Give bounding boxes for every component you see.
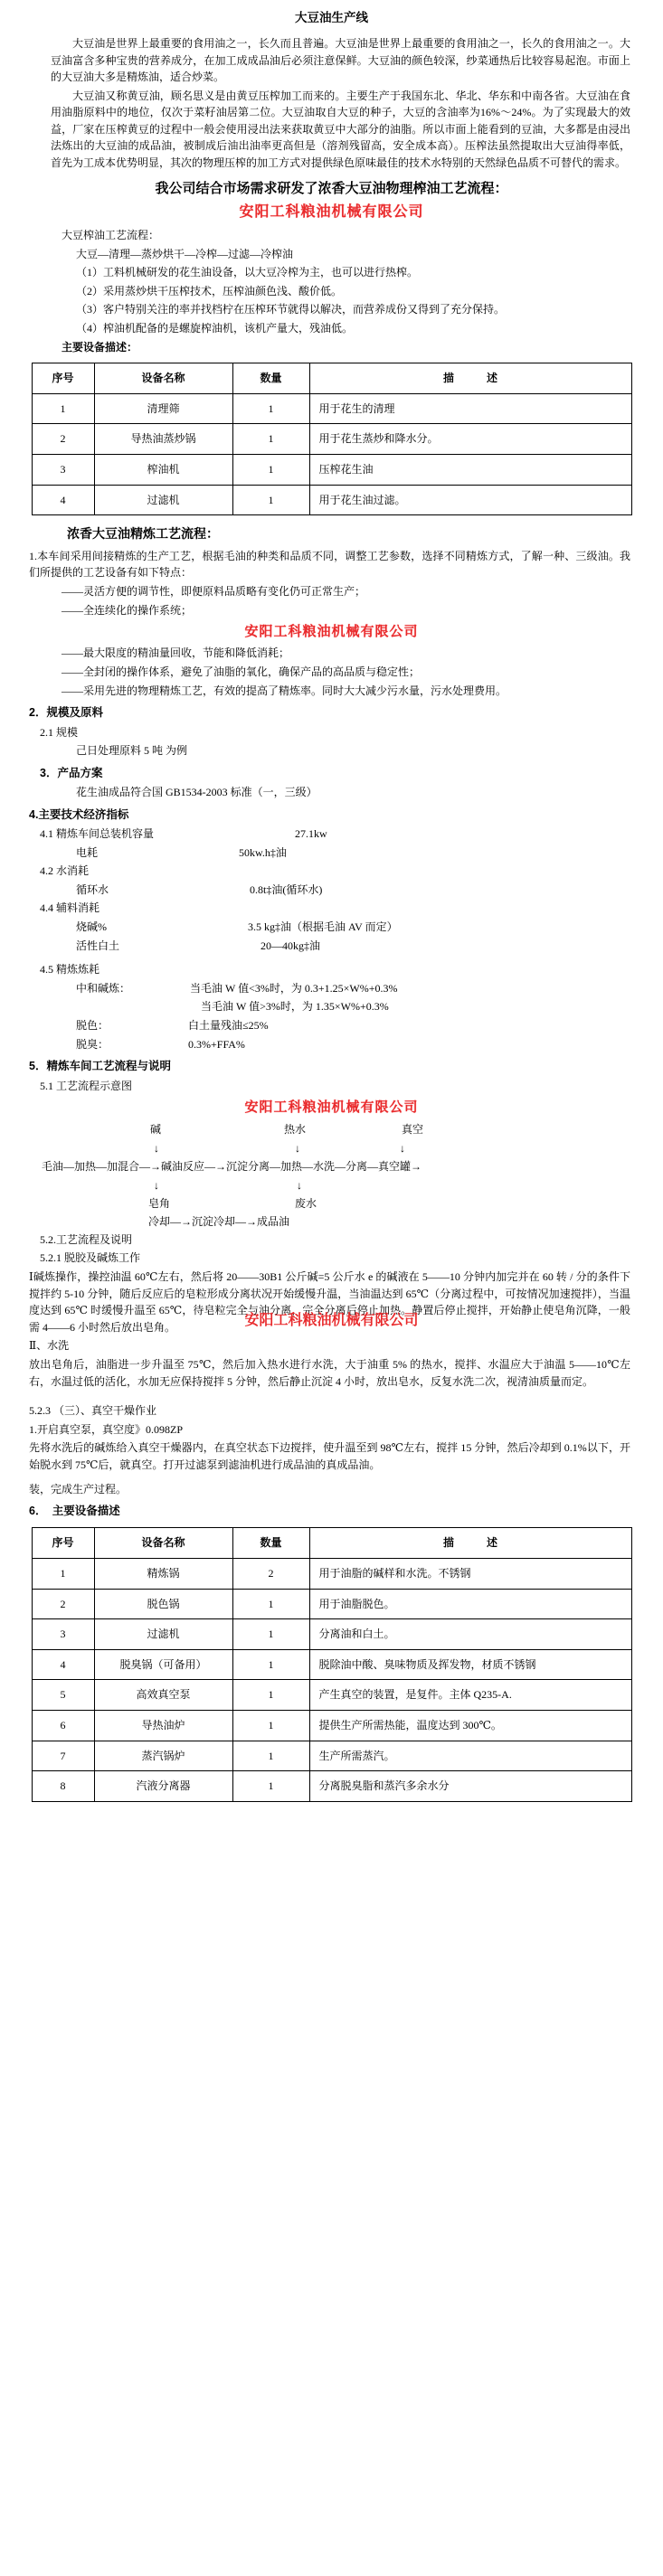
process-flow: 大豆—清理—蒸炒烘干—冷榨—过滤—冷榨油 bbox=[76, 247, 294, 260]
section-4-2-title: 4.2 水消耗 bbox=[40, 864, 90, 878]
col-header-desc: 描 述 bbox=[309, 363, 631, 394]
section-4-1-label: 4.1 精炼车间总装机容量 bbox=[40, 827, 155, 841]
equipment-table-2-caption: 6． 主要设备描述 bbox=[29, 1505, 120, 1518]
section-4-1b-row bbox=[14, 845, 649, 862]
section-5-2-title: 5.2.工艺流程及说明 bbox=[40, 1232, 133, 1246]
cell-no: 2 bbox=[32, 1589, 94, 1619]
cell-no: 4 bbox=[32, 1649, 94, 1680]
numbered-point-2: （2）采用蒸炒烘干压榨技术，压榨油颜色浅、酸价低。 bbox=[76, 284, 343, 297]
table-row bbox=[32, 424, 631, 455]
section-4-5-row-1 bbox=[14, 980, 649, 997]
cell-qty: 1 bbox=[232, 454, 309, 485]
water-value: 0.8t‡油(循环水) bbox=[250, 882, 323, 896]
cell-name: 过滤机 bbox=[94, 485, 232, 515]
diagram-label-wastewater: 废水 bbox=[295, 1197, 317, 1210]
cell-no: 7 bbox=[32, 1741, 94, 1771]
cell-name: 导热油炉 bbox=[94, 1711, 232, 1741]
intro-paragraph-1: 大豆油是世界上最重要的食用油之一，长久而且普遍。大豆油是世界上最重要的食用油之一，长久的食用油之一。大豆油富含多种宝贵的营养成分，在加工成成品油后必须注意保鲜。大豆油的颜色较深，纱菜通热后比较容易起泡。市面上的大豆油大多是精炼油，适合炒菜。 bbox=[51, 36, 630, 84]
cell-no: 5 bbox=[32, 1680, 94, 1711]
cell-no: 8 bbox=[32, 1771, 94, 1802]
diagram-bottom-labels bbox=[42, 1194, 649, 1213]
cell-desc: 用于花生油过滤。 bbox=[309, 485, 631, 515]
cell-name: 精炼锅 bbox=[94, 1559, 232, 1590]
cell-desc: 用于油脂的碱样和水洗。不锈钢 bbox=[309, 1559, 631, 1590]
cell-qty: 1 bbox=[232, 393, 309, 424]
cell-no: 4 bbox=[32, 485, 94, 515]
cell-desc: 用于花生的清理 bbox=[309, 393, 631, 424]
cell-qty: 1 bbox=[232, 424, 309, 455]
table-row bbox=[32, 1680, 631, 1711]
col-header-no: 序号 bbox=[32, 363, 94, 394]
cell-no: 3 bbox=[32, 1619, 94, 1650]
table-header-row bbox=[32, 1528, 631, 1559]
clay-value: 20—40kg‡油 bbox=[260, 939, 321, 952]
company-watermark-3: 安阳工科粮油机械有限公司 bbox=[244, 1099, 419, 1116]
caustic-label: 烧碱% bbox=[76, 920, 107, 934]
section-2-1-title: 2.1 规模 bbox=[40, 725, 79, 739]
table-row bbox=[32, 1559, 631, 1590]
intro-paragraph-2: 大豆油又称黄豆油，顾名思义是由黄豆压榨加工而来的。主要生产于我国东北、华北、华东和中南各省。大豆油在食用油脂原料中的地位，仅次于菜籽油居第二位。大豆油取自大豆的种子，大豆的含油率为16%～24%。为了实现最大的效益，厂家在压榨黄豆的过程中一般会使用浸出法来获取黄豆中大部分的油脂。所以市面上能看到的豆油，大多都是由浸出法炼出的大豆油的成品油，被制成后油出油率更高但是（溶剂残留高，安全成本高）。压榨法虽然提取出大豆油得率低，首先为工成本优势明显，其次的物理压榨的加工方式对提供绿色原味最佳的技术水特别的天然绿色品质不可替代的需求。 bbox=[51, 89, 630, 170]
table-row bbox=[32, 1741, 631, 1771]
neutralize-value: 当毛油 W 值<3%时，为 0.3+1.25×W%+0.3% bbox=[190, 981, 398, 995]
table-row bbox=[32, 1771, 631, 1802]
clay-label: 活性白土 bbox=[76, 939, 120, 952]
body-block-6: 先将水洗后的碱炼给入真空干燥器内，在真空状态下边搅拌，使升温至到 98℃左右，搅拌 15 分钟，然后冷却到 0.1%以下，开始脱水到 75℃后，就真空。打开过滤泵到滤油机进行成品油的真成品油。 bbox=[29, 1441, 630, 1471]
caustic-value: 3.5 kg‡油（根据毛油 AV 而定） bbox=[248, 920, 398, 934]
table-row bbox=[32, 1619, 631, 1650]
cell-name: 汽液分离器 bbox=[94, 1771, 232, 1802]
section-3-title: 3．产品方案 bbox=[40, 766, 103, 779]
company-watermark-2: 安阳工科粮油机械有限公司 bbox=[244, 624, 419, 640]
diagram-top-labels bbox=[42, 1120, 649, 1138]
section-4-4-title: 4.4 辅料消耗 bbox=[40, 901, 100, 915]
refine-point-1: ——灵活方便的调节性，即便原料品质略有变化仍可正常生产； bbox=[62, 584, 366, 598]
numbered-point-3: （3）客户特别关注的率并找档柠在压榨环节就得以解决，而营养成份又得到了充分保持。 bbox=[76, 303, 506, 316]
section-4-5-row-4 bbox=[14, 1036, 649, 1053]
cell-no: 6 bbox=[32, 1711, 94, 1741]
page-title: 大豆油生产线 bbox=[295, 11, 368, 24]
cell-desc: 用于油脂脱色。 bbox=[309, 1589, 631, 1619]
cell-name: 蒸汽锅炉 bbox=[94, 1741, 232, 1771]
body-block-2: Ⅱ、水洗 bbox=[29, 1339, 70, 1353]
cell-no: 2 bbox=[32, 424, 94, 455]
body-block-3: 放出皂角后，油脂进一步升温至 75℃，然后加入热水进行水洗，大于油重 5% 的热水，搅拌、水温应大于油温 5——10℃左右，水温过低的活化，水加无应保持搅拌 5 分钟，然后静止沉淀 4 小时，放出皂水，反复水洗二次，视清油质量而定。 bbox=[29, 1357, 630, 1388]
decolor-value: 白土量残油≤25% bbox=[188, 1019, 269, 1033]
refine-point-2: ——全连续化的操作系统； bbox=[62, 603, 193, 617]
cell-desc: 生产所需蒸汽。 bbox=[309, 1741, 631, 1771]
section-4-5-row-2 bbox=[14, 998, 649, 1015]
section-4-4-row-1 bbox=[14, 919, 649, 936]
refine-point-3: ——最大限度的精油量回收，节能和降低消耗； bbox=[62, 646, 290, 660]
refine-intro: 1.本车间采用间接精炼的生产工艺，根据毛油的种类和品质不同，调整工艺参数，选择不同精炼方式，了解一种、三级油。我们所提供的工艺设备有如下特点： bbox=[29, 549, 630, 580]
cell-desc: 产生真空的装置，是复件。主体 Q235-A. bbox=[309, 1680, 631, 1711]
col-header-name: 设备名称 bbox=[94, 363, 232, 394]
cell-qty: 1 bbox=[232, 1711, 309, 1741]
section-2-1-text: 己日处理原料 5 吨 为例 bbox=[76, 744, 188, 758]
table-row bbox=[32, 454, 631, 485]
refine-heading: 浓香大豆油精炼工艺流程： bbox=[67, 526, 219, 542]
cell-qty: 1 bbox=[232, 1649, 309, 1680]
equipment-table-1-caption: 主要设备描述： bbox=[62, 340, 138, 354]
cell-desc: 压榨花生油 bbox=[309, 454, 631, 485]
section-5-1-title: 5.1 工艺流程示意图 bbox=[40, 1079, 133, 1092]
col-header-qty: 数量 bbox=[232, 363, 309, 394]
main-heading: 我公司结合市场需求研发了浓香大豆油物理榨油工艺流程： bbox=[155, 180, 508, 196]
cell-qty: 1 bbox=[232, 1619, 309, 1650]
cell-name: 高效真空泵 bbox=[94, 1680, 232, 1711]
section-3-text: 花生油成品符合国 GB1534-2003 标准（一，三级） bbox=[76, 786, 317, 799]
table-row bbox=[32, 485, 631, 515]
cell-qty: 2 bbox=[232, 1559, 309, 1590]
diagram-label-hotwater: 热水 bbox=[284, 1123, 307, 1137]
body-block-1: Ⅰ碱炼操作，操控油温 60℃左右，然后将 20——30B1 公斤碱=5 公斤水 e 的碱液在 5——10 分钟内加完并在 60 转 / 分的条件下搅拌约 5-10 分钟，随后反应后的皂粒形成分离状况开始缓慢升温，当油温达到 65℃（分离过程中，可按情况加速搅拌），当温度达到 65℃ 时缓慢升温至 65℃，待皂粒完全与油分离，完全分离后停止加热。静置后停止搅拌，开始静止使皂角沉降，一般需 4——6 小时然后放出皂角。 bbox=[29, 1269, 630, 1334]
cell-name: 清理筛 bbox=[94, 393, 232, 424]
refine-point-4: ——全封闭的操作体系，避免了油脂的氧化，确保产品的高品质与稳定性； bbox=[62, 665, 421, 678]
cell-qty: 1 bbox=[232, 1589, 309, 1619]
cell-no: 3 bbox=[32, 454, 94, 485]
neutralize-label: 中和碱炼： bbox=[76, 981, 131, 995]
diagram-arrows-top: ↓ ↓ ↓ bbox=[154, 1141, 405, 1155]
cell-desc: 提供生产所需热能，温度达到 300℃。 bbox=[309, 1711, 631, 1741]
deodor-label: 脱臭： bbox=[76, 1037, 109, 1051]
deodor-value: 0.3%+FFA% bbox=[188, 1037, 245, 1051]
power-consumption-value: 50kw.h‡油 bbox=[239, 845, 287, 859]
body-block-5: 1.开启真空泵，真空度》0.098ZP bbox=[29, 1422, 184, 1436]
section-4-title: 4.主要技术经济指标 bbox=[29, 807, 129, 821]
refine-point-5: ——采用先进的物理精炼工艺，有效的提高了精炼率。同时大大减少污水量，污水处理费用。 bbox=[62, 684, 507, 697]
body-block-7: 装，完成生产过程。 bbox=[29, 1482, 128, 1496]
cell-desc: 脱除油中酸、臭味物质及挥发物，材质不锈钢 bbox=[309, 1649, 631, 1680]
section-4-2-row bbox=[14, 882, 649, 899]
section-4-1-value: 27.1kw bbox=[295, 827, 327, 841]
neutralize-value-2: 当毛油 W 值>3%时，为 1.35×W%+0.3% bbox=[201, 1000, 389, 1014]
table-row bbox=[32, 393, 631, 424]
process-diagram bbox=[14, 1120, 649, 1231]
power-consumption-label: 电耗 bbox=[76, 845, 99, 859]
diagram-tail-line: 冷却—→沉淀冷却—→成品油 bbox=[148, 1215, 290, 1229]
diagram-label-vacuum: 真空 bbox=[402, 1123, 424, 1137]
section-2-title: 2．规模及原料 bbox=[29, 706, 103, 720]
col-header-name: 设备名称 bbox=[94, 1528, 232, 1559]
numbered-point-1: （1）工料机械研发的花生油设备，以大豆冷榨为主，也可以进行热榨。 bbox=[76, 266, 419, 279]
col-header-no: 序号 bbox=[32, 1528, 94, 1559]
col-header-desc: 描 述 bbox=[309, 1528, 631, 1559]
water-label: 循环水 bbox=[76, 882, 109, 896]
cell-qty: 1 bbox=[232, 1771, 309, 1802]
section-4-1-row bbox=[14, 826, 649, 843]
cell-name: 过滤机 bbox=[94, 1619, 232, 1650]
cell-name: 榨油机 bbox=[94, 454, 232, 485]
process-intro: 大豆榨油工艺流程： bbox=[62, 228, 160, 241]
cell-desc: 分离油和白土。 bbox=[309, 1619, 631, 1650]
cell-desc: 分离脱臭脂和蒸汽多余水分 bbox=[309, 1771, 631, 1802]
table-row bbox=[32, 1649, 631, 1680]
diagram-main-line: 毛油—加热—加混合—→碱油反应—→沉淀分离—加热—水洗—分离—真空罐→ bbox=[42, 1160, 422, 1174]
diagram-arrows-bottom: ↓ ↓ bbox=[154, 1178, 302, 1192]
company-watermark-4: 安阳工科粮油机械有限公司 bbox=[244, 1312, 419, 1328]
cell-desc: 用于花生蒸炒和降水分。 bbox=[309, 424, 631, 455]
section-5-title: 5．精炼车间工艺流程与说明 bbox=[29, 1060, 171, 1073]
decolor-label: 脱色： bbox=[76, 1019, 109, 1033]
diagram-label-alkali: 碱 bbox=[150, 1123, 162, 1137]
cell-name: 脱色锅 bbox=[94, 1589, 232, 1619]
table-row bbox=[32, 1711, 631, 1741]
cell-qty: 1 bbox=[232, 1741, 309, 1771]
diagram-label-soapstock: 皂角 bbox=[148, 1197, 171, 1210]
section-4-5-title: 4.5 精炼炼耗 bbox=[40, 963, 100, 977]
section-5-2-1-title: 5.2.1 脱胶及碱炼工作 bbox=[40, 1251, 141, 1265]
equipment-table-1 bbox=[32, 363, 632, 515]
cell-no: 1 bbox=[32, 393, 94, 424]
cell-qty: 1 bbox=[232, 485, 309, 515]
section-4-4-row-2 bbox=[14, 938, 649, 955]
cell-name: 脱臭锅（可备用） bbox=[94, 1649, 232, 1680]
col-header-qty: 数量 bbox=[232, 1528, 309, 1559]
section-4-5-row-3 bbox=[14, 1017, 649, 1034]
cell-name: 导热油蒸炒锅 bbox=[94, 424, 232, 455]
numbered-point-4: （4）榨油机配备的是螺旋榨油机，该机产量大，残油低。 bbox=[76, 321, 354, 335]
cell-no: 1 bbox=[32, 1559, 94, 1590]
equipment-table-2 bbox=[32, 1527, 632, 1801]
cell-qty: 1 bbox=[232, 1680, 309, 1711]
table-row bbox=[32, 1589, 631, 1619]
company-watermark-1: 安阳工科粮油机械有限公司 bbox=[239, 204, 424, 221]
table-header-row bbox=[32, 363, 631, 394]
body-block-4: 5.2.3 （三）、真空干燥作业 bbox=[29, 1404, 157, 1418]
